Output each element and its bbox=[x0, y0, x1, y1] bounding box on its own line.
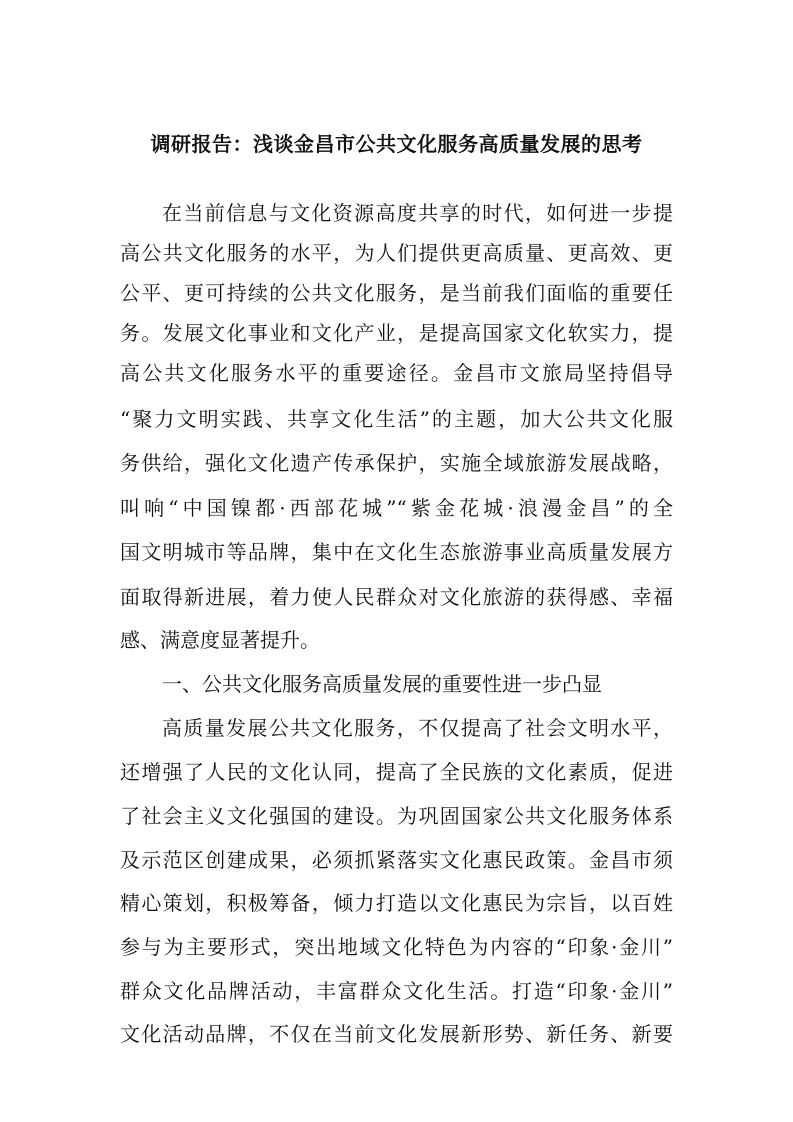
paragraph-line: 国文明城市等品牌，集中在文化生态旅游事业高质量发展方 bbox=[120, 540, 673, 564]
paragraph-line: 高公共文化服务的水平，为人们提供更高质量、更高效、更 bbox=[120, 241, 673, 265]
paragraph-line: 及示范区创建成果，必须抓紧落实文化惠民政策。金昌市须 bbox=[120, 848, 673, 872]
paragraph-line: 文化活动品牌，不仅在当前文化发展新形势、新任务、新要 bbox=[120, 1022, 673, 1046]
paragraph-line: 了社会主义文化强国的建设。为巩固国家公共文化服务体系 bbox=[120, 804, 673, 828]
paragraph-line: 叫响“中国镍都·西部花城”“紫金花城·浪漫金昌”的全 bbox=[120, 496, 673, 520]
paragraph-line: 务供给，强化文化遗产传承保护，实施全域旅游发展战略， bbox=[120, 451, 673, 475]
paragraph-line: 在当前信息与文化资源高度共享的时代，如何进一步提 bbox=[162, 201, 673, 225]
paragraph-line: 面取得新进展，着力使人民群众对文化旅游的获得感、幸福 bbox=[120, 585, 673, 609]
paragraph-line: 感、满意度显著提升。 bbox=[120, 628, 320, 652]
paragraph-line: 参与为主要形式，突出地域文化特色为内容的“印象·金川” bbox=[120, 935, 673, 959]
document-title: 调研报告：浅谈金昌市公共文化服务高质量发展的思考 bbox=[150, 132, 643, 156]
paragraph-line: 精心策划，积极筹备，倾力打造以文化惠民为宗旨，以百姓 bbox=[120, 891, 673, 915]
paragraph-line: 公平、更可持续的公共文化服务，是当前我们面临的重要任 bbox=[120, 281, 673, 305]
paragraph-line: “聚力文明实践、共享文化生活”的主题，加大公共文化服 bbox=[120, 407, 673, 431]
paragraph-line: 高公共文化服务水平的重要途径。金昌市文旅局坚持倡导 bbox=[120, 361, 673, 385]
paragraph-line: 还增强了人民的文化认同，提高了全民族的文化素质，促进 bbox=[120, 760, 673, 784]
paragraph-line: 务。发展文化事业和文化产业，是提高国家文化软实力，提 bbox=[120, 321, 673, 345]
paragraph-line: 群众文化品牌活动，丰富群众文化生活。打造“印象·金川” bbox=[120, 979, 673, 1003]
paragraph-line: 高质量发展公共文化服务，不仅提高了社会文明水平， bbox=[162, 716, 673, 740]
section-heading: 一、公共文化服务高质量发展的重要性进一步凸显 bbox=[162, 672, 602, 696]
